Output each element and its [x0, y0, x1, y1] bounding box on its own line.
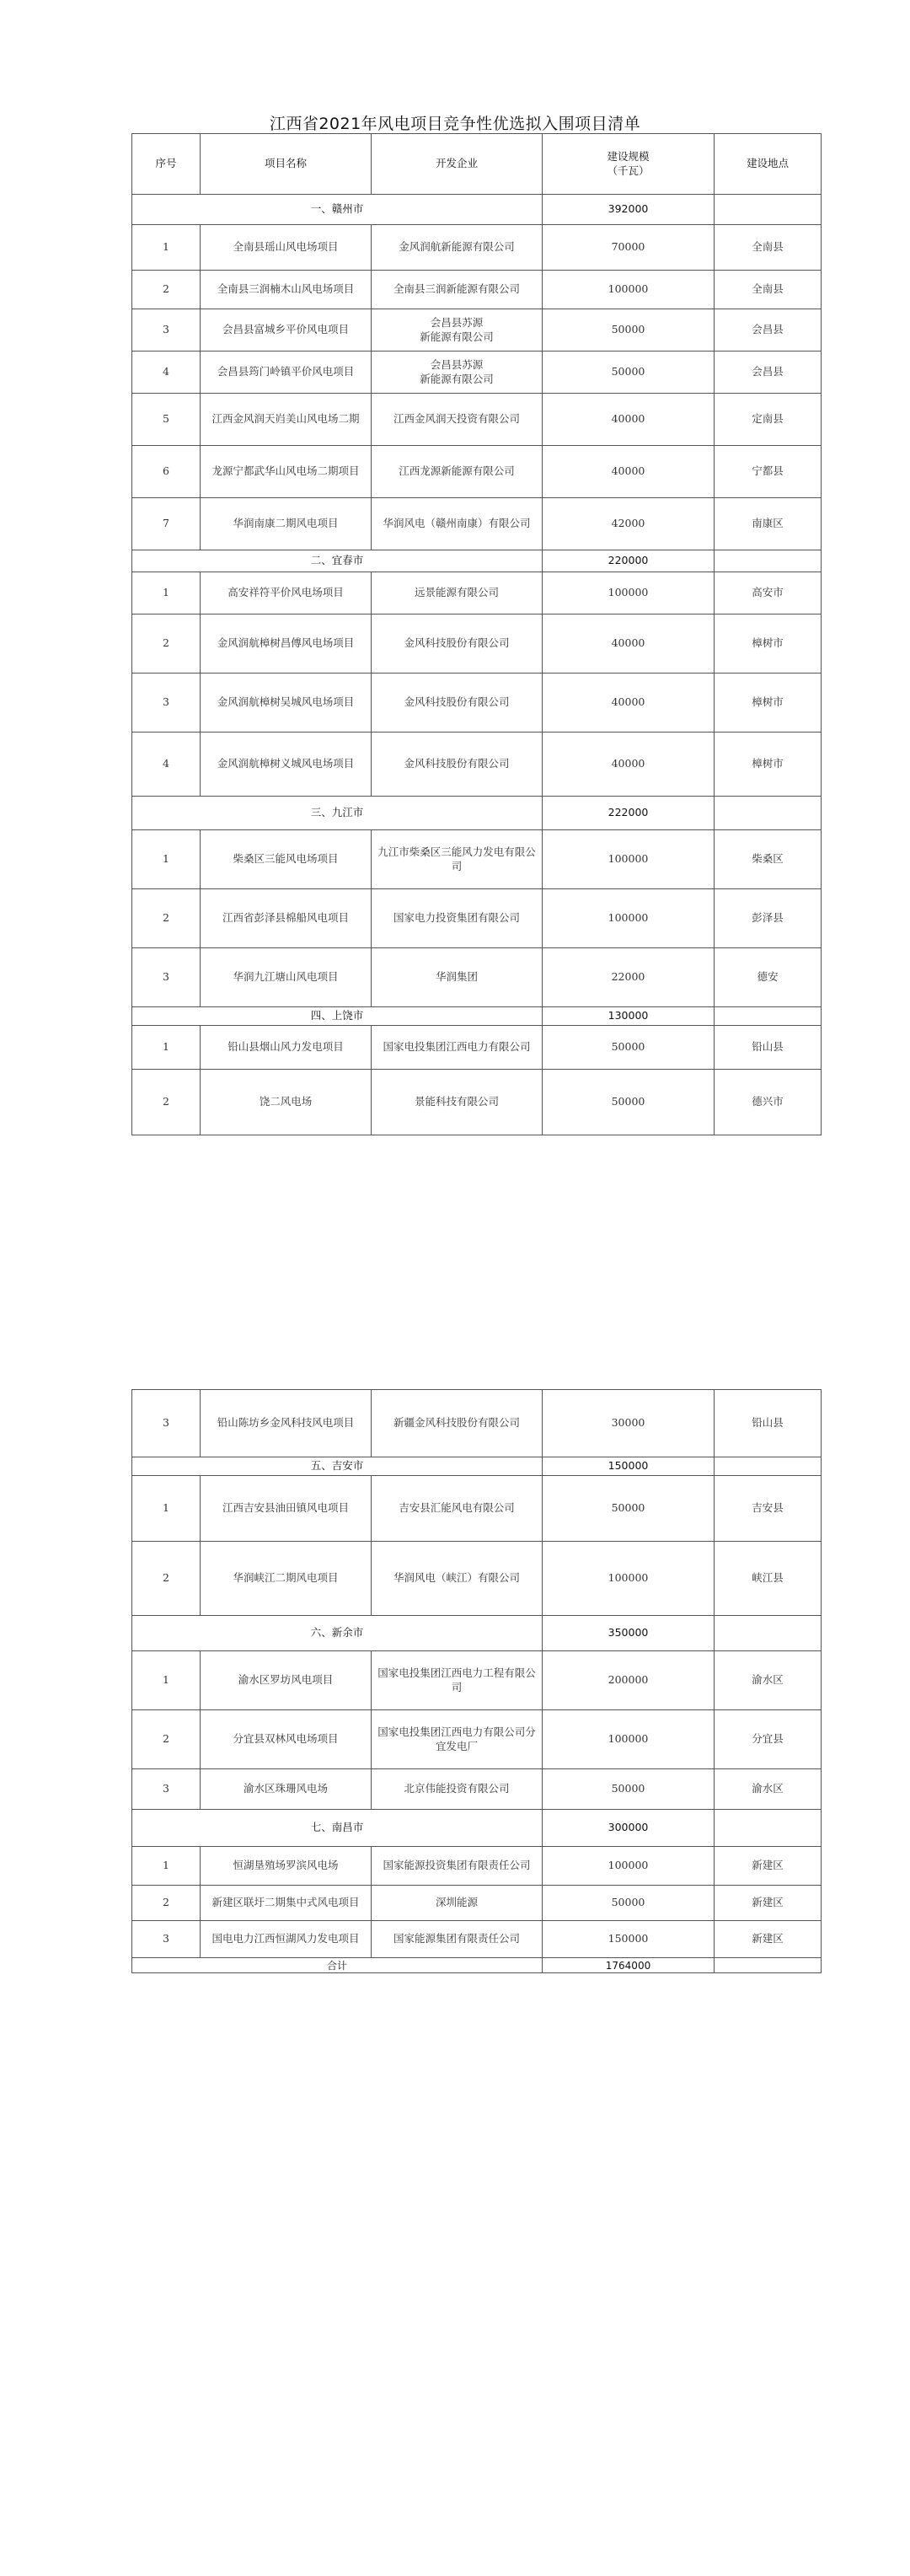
cell-name: 华润九江塘山风电项目 [201, 948, 372, 1007]
cell-index: 2 [132, 1886, 201, 1921]
cell-index: 2 [132, 1542, 201, 1616]
cell-name: 新建区联圩二期集中式风电项目 [201, 1886, 372, 1921]
header-developer: 开发企业 [372, 134, 543, 195]
cell-developer: 国家能源投资集团有限责任公司 [372, 1847, 543, 1886]
cell-developer: 江西金风润天投资有限公司 [372, 394, 543, 446]
section-total: 222000 [543, 797, 715, 830]
cell-index: 1 [132, 572, 201, 614]
cell-capacity: 30000 [543, 1390, 715, 1457]
cell-name: 会昌县筠门岭镇平价风电项目 [201, 352, 372, 394]
cell-index: 2 [132, 1070, 201, 1135]
table-row [132, 948, 822, 1007]
cell-location: 樟树市 [715, 733, 822, 797]
cell-developer: 深圳能源 [372, 1886, 543, 1921]
section-empty [715, 195, 822, 225]
section-row [132, 195, 822, 225]
cell-index: 5 [132, 394, 201, 446]
cell-location: 彭泽县 [715, 889, 822, 948]
section-title: 三、九江市 [132, 797, 543, 830]
table-row [132, 352, 822, 394]
cell-capacity: 22000 [543, 948, 715, 1007]
cell-capacity: 100000 [543, 271, 715, 309]
cell-location: 新建区 [715, 1886, 822, 1921]
cell-capacity: 70000 [543, 225, 715, 271]
section-title: 六、新余市 [132, 1616, 543, 1651]
cell-name: 国电电力江西恒湖风力发电项目 [201, 1921, 372, 1958]
table-row [132, 394, 822, 446]
cell-location: 樟树市 [715, 614, 822, 674]
table-row [132, 446, 822, 498]
cell-capacity: 100000 [543, 1542, 715, 1616]
table-row [132, 498, 822, 550]
cell-name: 铅山陈坊乡金风科技风电项目 [201, 1390, 372, 1457]
grand-total-row [132, 1958, 822, 1973]
cell-developer: 北京伟能投资有限公司 [372, 1769, 543, 1810]
cell-name: 铅山县烟山风力发电项目 [201, 1026, 372, 1070]
cell-developer: 九江市柴桑区三能风力发电有限公司 [372, 830, 543, 889]
cell-location: 会昌县 [715, 309, 822, 352]
cell-location: 高安市 [715, 572, 822, 614]
cell-index: 3 [132, 1921, 201, 1958]
section-empty [715, 797, 822, 830]
section-title: 七、南昌市 [132, 1810, 543, 1847]
table-row [132, 1847, 822, 1886]
cell-developer: 华润集团 [372, 948, 543, 1007]
cell-developer: 金风润航新能源有限公司 [372, 225, 543, 271]
cell-developer: 国家能源集团有限责任公司 [372, 1921, 543, 1958]
section-total: 150000 [543, 1457, 715, 1476]
cell-location: 定南县 [715, 394, 822, 446]
cell-developer: 国家电投集团江西电力有限公司分宜发电厂 [372, 1710, 543, 1769]
cell-capacity: 50000 [543, 1476, 715, 1542]
table-row [132, 1542, 822, 1616]
cell-location: 分宜县 [715, 1710, 822, 1769]
cell-location: 南康区 [715, 498, 822, 550]
cell-location: 会昌县 [715, 352, 822, 394]
cell-index: 7 [132, 498, 201, 550]
cell-capacity: 100000 [543, 1710, 715, 1769]
cell-index: 1 [132, 225, 201, 271]
section-empty [715, 1810, 822, 1847]
cell-location: 峡江县 [715, 1542, 822, 1616]
section-total: 130000 [543, 1007, 715, 1026]
cell-developer: 远景能源有限公司 [372, 572, 543, 614]
table-row [132, 225, 822, 271]
table-row [132, 830, 822, 889]
cell-location: 铅山县 [715, 1390, 822, 1457]
header-index: 序号 [132, 134, 201, 195]
table-row [132, 1710, 822, 1769]
cell-index: 2 [132, 889, 201, 948]
cell-developer: 江西龙源新能源有限公司 [372, 446, 543, 498]
cell-name: 柴桑区三能风电场项目 [201, 830, 372, 889]
cell-name: 龙源宁都武华山风电场二期项目 [201, 446, 372, 498]
table-row [132, 1070, 822, 1135]
cell-name: 金风润航樟树义城风电场项目 [201, 733, 372, 797]
table-row [132, 1476, 822, 1542]
cell-location: 渝水区 [715, 1769, 822, 1810]
section-total: 220000 [543, 550, 715, 572]
cell-name: 华润南康二期风电项目 [201, 498, 372, 550]
cell-capacity: 150000 [543, 1921, 715, 1958]
cell-capacity: 100000 [543, 830, 715, 889]
cell-index: 3 [132, 674, 201, 733]
cell-capacity: 100000 [543, 572, 715, 614]
cell-developer: 景能科技有限公司 [372, 1070, 543, 1135]
cell-index: 1 [132, 830, 201, 889]
cell-capacity: 200000 [543, 1651, 715, 1710]
cell-name: 会昌县富城乡平价风电项目 [201, 309, 372, 352]
cell-developer: 华润风电（峡江）有限公司 [372, 1542, 543, 1616]
table-row [132, 1769, 822, 1810]
document-title: 江西省2021年风电项目竞争性优选拟入围项目清单 [269, 115, 641, 133]
cell-index: 3 [132, 948, 201, 1007]
cell-location: 铅山县 [715, 1026, 822, 1070]
cell-developer: 吉安县汇能风电有限公司 [372, 1476, 543, 1542]
section-empty [715, 550, 822, 572]
cell-index: 3 [132, 1769, 201, 1810]
cell-location: 樟树市 [715, 674, 822, 733]
section-total: 392000 [543, 195, 715, 225]
cell-capacity: 40000 [543, 394, 715, 446]
table-row [132, 1886, 822, 1921]
cell-name: 江西省彭泽县棉船风电项目 [201, 889, 372, 948]
grand-total-label: 合计 [132, 1958, 543, 1973]
cell-developer: 国家电投集团江西电力工程有限公司 [372, 1651, 543, 1710]
cell-developer: 华润风电（赣州南康）有限公司 [372, 498, 543, 550]
cell-capacity: 40000 [543, 733, 715, 797]
cell-index: 3 [132, 1390, 201, 1457]
table-row [132, 572, 822, 614]
section-row [132, 550, 822, 572]
cell-location: 新建区 [715, 1847, 822, 1886]
cell-index: 3 [132, 309, 201, 352]
cell-developer: 新疆金风科技股份有限公司 [372, 1390, 543, 1457]
cell-capacity: 50000 [543, 1886, 715, 1921]
cell-name: 金风润航樟树吴城风电场项目 [201, 674, 372, 733]
section-total: 300000 [543, 1810, 715, 1847]
header-location: 建设地点 [715, 134, 822, 195]
table-row [132, 1390, 822, 1457]
cell-capacity: 50000 [543, 1070, 715, 1135]
cell-location: 德兴市 [715, 1070, 822, 1135]
cell-name: 江西金风润天岿美山风电场二期 [201, 394, 372, 446]
section-row [132, 797, 822, 830]
cell-index: 2 [132, 614, 201, 674]
cell-name: 华润峡江二期风电项目 [201, 1542, 372, 1616]
grand-total-value: 1764000 [543, 1958, 715, 1973]
table-row [132, 889, 822, 948]
cell-capacity: 42000 [543, 498, 715, 550]
cell-location: 柴桑区 [715, 830, 822, 889]
cell-name: 渝水区罗坊风电项目 [201, 1651, 372, 1710]
section-empty [715, 1616, 822, 1651]
cell-capacity: 40000 [543, 446, 715, 498]
cell-name: 金风润航樟树昌傅风电场项目 [201, 614, 372, 674]
cell-index: 1 [132, 1026, 201, 1070]
header-row [132, 134, 822, 195]
cell-capacity: 100000 [543, 1847, 715, 1886]
cell-developer: 金风科技股份有限公司 [372, 674, 543, 733]
header-name: 项目名称 [201, 134, 372, 195]
cell-index: 2 [132, 271, 201, 309]
cell-location: 吉安县 [715, 1476, 822, 1542]
cell-developer: 会昌县苏源 新能源有限公司 [372, 309, 543, 352]
table-row [132, 674, 822, 733]
table-row [132, 309, 822, 352]
table-row [132, 271, 822, 309]
cell-name: 恒湖垦殖场罗滨风电场 [201, 1847, 372, 1886]
table-row [132, 733, 822, 797]
section-row [132, 1007, 822, 1026]
section-title: 五、吉安市 [132, 1457, 543, 1476]
cell-capacity: 50000 [543, 1769, 715, 1810]
cell-index: 6 [132, 446, 201, 498]
cell-index: 1 [132, 1847, 201, 1886]
section-row [132, 1457, 822, 1476]
cell-location: 渝水区 [715, 1651, 822, 1710]
cell-developer: 金风科技股份有限公司 [372, 614, 543, 674]
cell-location: 全南县 [715, 271, 822, 309]
table-row [132, 614, 822, 674]
project-table-page-2 [131, 1389, 822, 1973]
cell-location: 宁都县 [715, 446, 822, 498]
cell-developer: 金风科技股份有限公司 [372, 733, 543, 797]
cell-index: 4 [132, 352, 201, 394]
section-title: 四、上饶市 [132, 1007, 543, 1026]
cell-capacity: 50000 [543, 1026, 715, 1070]
cell-capacity: 40000 [543, 614, 715, 674]
cell-name: 全南县三润楠木山风电场项目 [201, 271, 372, 309]
cell-index: 2 [132, 1710, 201, 1769]
cell-developer: 会昌县苏源 新能源有限公司 [372, 352, 543, 394]
cell-developer: 国家电投集团江西电力有限公司 [372, 1026, 543, 1070]
cell-capacity: 100000 [543, 889, 715, 948]
cell-developer: 国家电力投资集团有限公司 [372, 889, 543, 948]
cell-name: 高安祥符平价风电场项目 [201, 572, 372, 614]
cell-index: 1 [132, 1651, 201, 1710]
section-title: 二、宜春市 [132, 550, 543, 572]
cell-name: 渝水区珠珊风电场 [201, 1769, 372, 1810]
cell-developer: 全南县三润新能源有限公司 [372, 271, 543, 309]
table-row [132, 1026, 822, 1070]
cell-index: 4 [132, 733, 201, 797]
cell-location: 德安 [715, 948, 822, 1007]
cell-name: 分宜县双林风电场项目 [201, 1710, 372, 1769]
cell-capacity: 50000 [543, 309, 715, 352]
cell-capacity: 40000 [543, 674, 715, 733]
cell-capacity: 50000 [543, 352, 715, 394]
section-empty [715, 1457, 822, 1476]
project-table-page-1 [131, 133, 822, 1135]
table-row [132, 1651, 822, 1710]
cell-location: 新建区 [715, 1921, 822, 1958]
cell-name: 江西吉安县油田镇风电项目 [201, 1476, 372, 1542]
section-total: 350000 [543, 1616, 715, 1651]
table-row [132, 1921, 822, 1958]
cell-index: 1 [132, 1476, 201, 1542]
cell-name: 全南县瑶山风电场项目 [201, 225, 372, 271]
cell-name: 饶二风电场 [201, 1070, 372, 1135]
section-row [132, 1810, 822, 1847]
header-capacity: 建设规模 （千瓦） [543, 134, 715, 195]
grand-total-empty [715, 1958, 822, 1973]
cell-location: 全南县 [715, 225, 822, 271]
section-empty [715, 1007, 822, 1026]
section-row [132, 1616, 822, 1651]
section-title: 一、赣州市 [132, 195, 543, 225]
